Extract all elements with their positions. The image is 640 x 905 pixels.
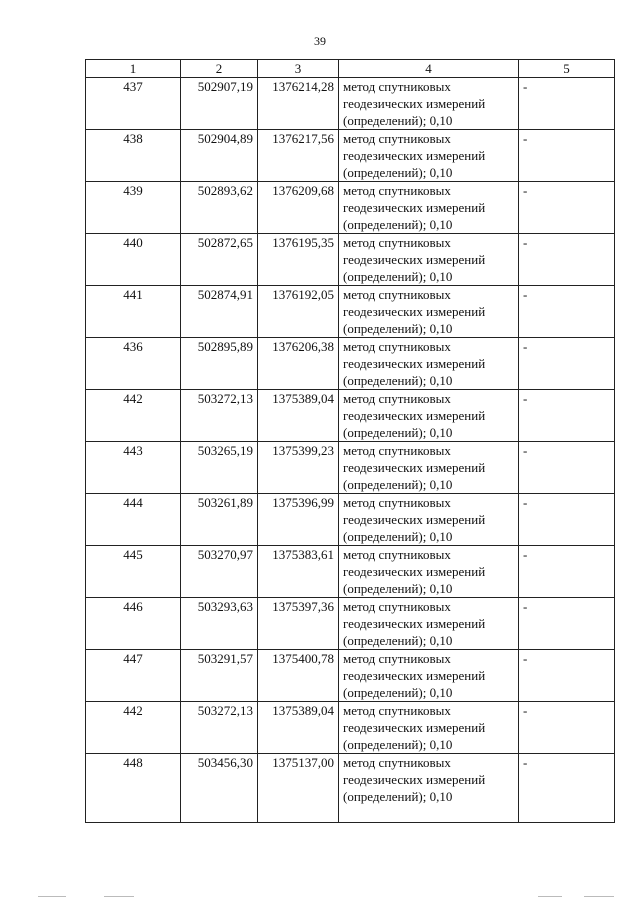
method-cell: метод спутниковых геодезических измерений (определений); 0,10 xyxy=(339,338,519,390)
method-cell: метод спутниковых геодезических измерений (определений); 0,10 xyxy=(339,546,519,598)
note-cell: - xyxy=(519,234,615,286)
x-coordinate-cell: 502874,91 xyxy=(181,286,258,338)
page-number: 39 xyxy=(314,34,326,48)
x-coordinate-cell: 502872,65 xyxy=(181,234,258,286)
table-header-row xyxy=(86,60,615,78)
note-cell: - xyxy=(519,598,615,650)
y-coordinate-cell: 1375389,04 xyxy=(258,702,339,754)
point-number-cell: 440 xyxy=(86,234,181,286)
table-row xyxy=(86,390,615,442)
x-coordinate-cell: 503270,97 xyxy=(181,546,258,598)
table-row xyxy=(86,754,615,823)
method-cell: метод спутниковых геодезических измерений (определений); 0,10 xyxy=(339,494,519,546)
point-number-cell: 443 xyxy=(86,442,181,494)
scan-artifacts xyxy=(0,896,640,900)
y-coordinate-cell: 1375383,61 xyxy=(258,546,339,598)
note-cell: - xyxy=(519,130,615,182)
table-row xyxy=(86,338,615,390)
y-coordinate-cell: 1376214,28 xyxy=(258,78,339,130)
table-row xyxy=(86,234,615,286)
x-coordinate-cell: 502893,62 xyxy=(181,182,258,234)
point-number-cell: 442 xyxy=(86,390,181,442)
x-coordinate-cell: 503293,63 xyxy=(181,598,258,650)
y-coordinate-cell: 1376206,38 xyxy=(258,338,339,390)
table-row xyxy=(86,286,615,338)
x-coordinate-cell: 503272,13 xyxy=(181,390,258,442)
method-cell: метод спутниковых геодезических измерений (определений); 0,10 xyxy=(339,286,519,338)
note-cell: - xyxy=(519,78,615,130)
table-row xyxy=(86,650,615,702)
table-row xyxy=(86,702,615,754)
point-number-cell: 445 xyxy=(86,546,181,598)
note-cell: - xyxy=(519,494,615,546)
x-coordinate-cell: 502895,89 xyxy=(181,338,258,390)
table-row xyxy=(86,442,615,494)
note-cell: - xyxy=(519,442,615,494)
y-coordinate-cell: 1375137,00 xyxy=(258,754,339,823)
y-coordinate-cell: 1376195,35 xyxy=(258,234,339,286)
y-coordinate-cell: 1376209,68 xyxy=(258,182,339,234)
point-number-cell: 446 xyxy=(86,598,181,650)
x-coordinate-cell: 503456,30 xyxy=(181,754,258,823)
method-cell: метод спутниковых геодезических измерений (определений); 0,10 xyxy=(339,182,519,234)
coordinates-table xyxy=(85,59,615,823)
table-row xyxy=(86,130,615,182)
table-row xyxy=(86,494,615,546)
method-cell: метод спутниковых геодезических измерений (определений); 0,10 xyxy=(339,650,519,702)
point-number-cell: 442 xyxy=(86,702,181,754)
point-number-cell: 447 xyxy=(86,650,181,702)
table-row xyxy=(86,78,615,130)
note-cell: - xyxy=(519,338,615,390)
y-coordinate-cell: 1375389,04 xyxy=(258,390,339,442)
point-number-cell: 444 xyxy=(86,494,181,546)
method-cell: метод спутниковых геодезических измерений (определений); 0,10 xyxy=(339,702,519,754)
point-number-cell: 438 xyxy=(86,130,181,182)
y-coordinate-cell: 1375396,99 xyxy=(258,494,339,546)
method-cell: метод спутниковых геодезических измерений (определений); 0,10 xyxy=(339,442,519,494)
note-cell: - xyxy=(519,390,615,442)
method-cell: метод спутниковых геодезических измерений (определений); 0,10 xyxy=(339,78,519,130)
y-coordinate-cell: 1375400,78 xyxy=(258,650,339,702)
column-header: 2 xyxy=(181,60,258,78)
point-number-cell: 436 xyxy=(86,338,181,390)
point-number-cell: 437 xyxy=(86,78,181,130)
table-row xyxy=(86,598,615,650)
y-coordinate-cell: 1376192,05 xyxy=(258,286,339,338)
note-cell: - xyxy=(519,754,615,823)
y-coordinate-cell: 1375397,36 xyxy=(258,598,339,650)
x-coordinate-cell: 503272,13 xyxy=(181,702,258,754)
x-coordinate-cell: 502904,89 xyxy=(181,130,258,182)
point-number-cell: 448 xyxy=(86,754,181,823)
point-number-cell: 439 xyxy=(86,182,181,234)
column-header: 1 xyxy=(86,60,181,78)
note-cell: - xyxy=(519,182,615,234)
y-coordinate-cell: 1376217,56 xyxy=(258,130,339,182)
point-number-cell: 441 xyxy=(86,286,181,338)
column-header: 4 xyxy=(339,60,519,78)
column-header: 5 xyxy=(519,60,615,78)
method-cell: метод спутниковых геодезических измерений (определений); 0,10 xyxy=(339,390,519,442)
column-header: 3 xyxy=(258,60,339,78)
method-cell: метод спутниковых геодезических измерений (определений); 0,10 xyxy=(339,598,519,650)
table-row xyxy=(86,546,615,598)
note-cell: - xyxy=(519,546,615,598)
note-cell: - xyxy=(519,286,615,338)
table-row xyxy=(86,182,615,234)
y-coordinate-cell: 1375399,23 xyxy=(258,442,339,494)
note-cell: - xyxy=(519,650,615,702)
x-coordinate-cell: 503261,89 xyxy=(181,494,258,546)
x-coordinate-cell: 503265,19 xyxy=(181,442,258,494)
method-cell: метод спутниковых геодезических измерений (определений); 0,10 xyxy=(339,754,519,823)
method-cell: метод спутниковых геодезических измерений (определений); 0,10 xyxy=(339,234,519,286)
x-coordinate-cell: 502907,19 xyxy=(181,78,258,130)
note-cell: - xyxy=(519,702,615,754)
x-coordinate-cell: 503291,57 xyxy=(181,650,258,702)
method-cell: метод спутниковых геодезических измерений (определений); 0,10 xyxy=(339,130,519,182)
